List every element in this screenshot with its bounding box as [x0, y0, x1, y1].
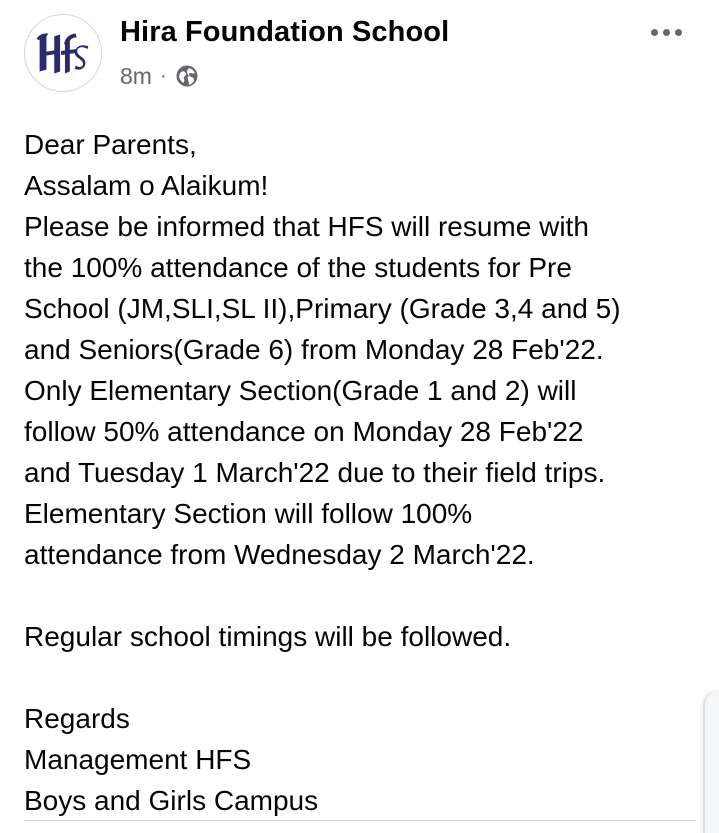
post-divider — [24, 820, 695, 821]
post-line: Regards — [24, 703, 130, 734]
more-horizontal-icon — [651, 29, 658, 36]
post-blank-line — [24, 575, 704, 616]
more-options-button[interactable] — [646, 18, 686, 46]
post-line: Only Elementary Section(Grade 1 and 2) will — [24, 375, 577, 406]
post-line: Regular school timings will be followed. — [24, 621, 512, 652]
meta-separator: · — [159, 64, 167, 87]
post-line: Assalam o Alaikum! — [24, 170, 269, 201]
post-blank-line — [24, 657, 704, 698]
post-line: School (JM,SLI,SL II),Primary (Grade 3,4 and 5) — [24, 293, 621, 324]
post-line: Management HFS — [24, 744, 252, 775]
post-line: Dear Parents, — [24, 129, 197, 160]
post-line: Elementary Section will follow 100% — [24, 498, 473, 529]
overlay-edge — [703, 690, 719, 833]
post-line: Boys and Girls Campus — [24, 785, 319, 816]
more-dot — [663, 29, 670, 36]
post-meta — [120, 60, 199, 92]
hfs-logo-icon — [25, 15, 101, 91]
post-line: attendance from Wednesday 2 March'22. — [24, 539, 535, 570]
post-line: Please be informed that HFS will resume with — [24, 211, 589, 242]
page-name-link[interactable]: Hira Foundation School — [120, 16, 450, 48]
more-dot — [675, 29, 682, 36]
post-line: and Seniors(Grade 6) from Monday 28 Feb'22. — [24, 334, 604, 365]
post-line: the 100% attendance of the students for Pre — [24, 252, 572, 283]
globe-icon[interactable] — [175, 64, 199, 88]
post-line: and Tuesday 1 March'22 due to their field trips. — [24, 457, 606, 488]
page-avatar[interactable] — [24, 14, 102, 92]
post-body — [24, 124, 704, 821]
post-timestamp[interactable]: 8m — [120, 62, 152, 89]
post-line: follow 50% attendance on Monday 28 Feb'22 — [24, 416, 584, 447]
